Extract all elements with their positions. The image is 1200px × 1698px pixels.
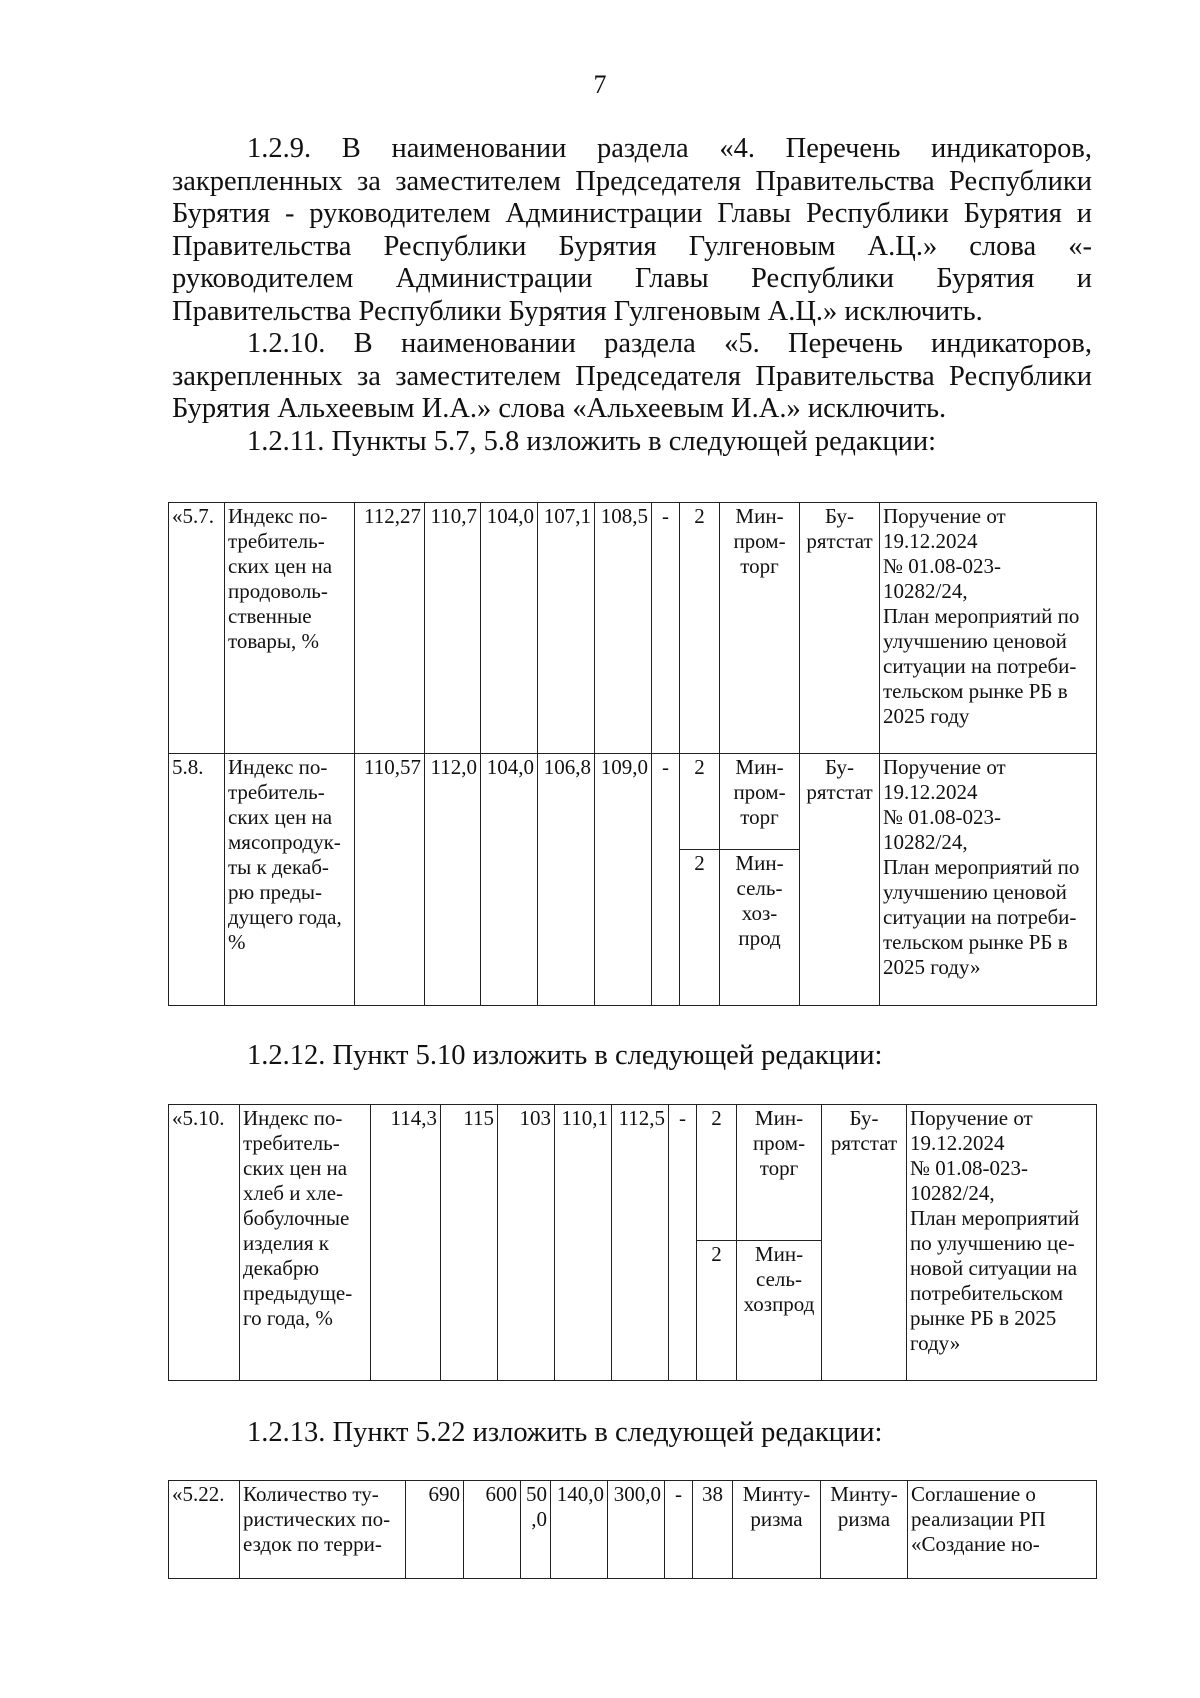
value-cell: 108,5	[595, 503, 652, 754]
weight-cell: 2	[680, 503, 720, 754]
source-cell: Бу- рятстат	[822, 1105, 907, 1381]
page-number: 7	[593, 70, 607, 99]
item-number: «5.7.	[169, 503, 225, 754]
table-row	[169, 1481, 1097, 1579]
value-cell: 109,0	[595, 754, 652, 1006]
basis-cell: Соглашение о реализации РП «Создание но-	[908, 1481, 1097, 1579]
value-cell: 112,5	[612, 1105, 669, 1381]
basis-cell: Поручение от 19.12.2024 № 01.08-023- 10282/24, План мероприятий по улучшению це- новой ситуации на потребительском рынке РБ в 2025 году»	[907, 1105, 1097, 1381]
responsible-cell: Мин- сель- хоз- прод	[720, 850, 800, 1006]
paragraph-1-2-11: 1.2.11. Пункты 5.7, 5.8 изложить в следующей редакции:	[247, 426, 937, 457]
value-cell: 110,7	[425, 503, 481, 754]
value-cell: 103	[498, 1105, 555, 1381]
responsible-cell: Минту- ризма	[733, 1481, 821, 1579]
value-cell: 110,57	[355, 754, 425, 1006]
table-row	[169, 754, 1097, 850]
weight-cell: 2	[680, 754, 720, 850]
value-cell: 115	[441, 1105, 498, 1381]
paragraph-1-2-13: 1.2.13. Пункт 5.22 изложить в следующей редакции:	[247, 1417, 883, 1448]
weight-cell: 2	[680, 850, 720, 1006]
value-cell: 104,0	[481, 754, 538, 1006]
responsible-cell: Мин- пром- торг	[720, 503, 800, 754]
weight-cell: 2	[697, 1105, 737, 1241]
value-cell: 112,0	[425, 754, 481, 1006]
dash-cell: -	[652, 503, 680, 754]
item-number: «5.22.	[169, 1481, 240, 1579]
table-row	[169, 1105, 1097, 1241]
source-cell: Бу- рятстат	[800, 503, 880, 754]
indicator-name: Количество ту- ристических по- ездок по терри-	[240, 1481, 406, 1579]
value-cell: 140,0	[551, 1481, 608, 1579]
indicator-name: Индекс по- требитель- ских цен на мясопродук- ты к декаб- рю преды- дущего года, %	[225, 754, 355, 1006]
indicator-name: Индекс по- требитель- ских цен на продоволь- ственные товары, %	[225, 503, 355, 754]
table-row	[169, 503, 1097, 754]
indicators-table-5-10	[168, 1104, 1097, 1381]
indicator-name: Индекс по- требитель- ских цен на хлеб и хле- бобулочные изделия к декабрю предыдуще- го года, %	[240, 1105, 371, 1381]
value-cell: 600	[464, 1481, 521, 1579]
value-cell: 50,0	[521, 1481, 551, 1579]
value-cell: 107,1	[538, 503, 595, 754]
paragraph-1-2-10: 1.2.10. В наименовании раздела «5. Перечень индикаторов, закрепленных за заместителем Председателя Правительства Республики Бурятия Альхеевым И.А.» слова «Альхеевым И.А.» исключить.	[172, 328, 1092, 424]
weight-cell: 38	[693, 1481, 733, 1579]
paragraph-1-2-12: 1.2.12. Пункт 5.10 изложить в следующей редакции:	[247, 1040, 883, 1071]
value-cell: 104,0	[481, 503, 538, 754]
basis-cell: Поручение от 19.12.2024 № 01.08-023- 10282/24, План мероприятий по улучшению ценовой ситуации на потреби- тельском рынке РБ в 2025 году»	[880, 754, 1097, 1006]
value-cell: 690	[406, 1481, 464, 1579]
value-cell: 112,27	[355, 503, 425, 754]
dash-cell: -	[669, 1105, 697, 1381]
responsible-cell: Мин- пром- торг	[720, 754, 800, 850]
item-number: 5.8.	[169, 754, 225, 1006]
value-cell: 300,0	[608, 1481, 665, 1579]
paragraph-1-2-9: 1.2.9. В наименовании раздела «4. Перечень индикаторов, закрепленных за заместителем Председателя Правительства Республики Бурятия - руководителем Администрации Главы Республики Бурятия и Правительства Республики Бурятия Гулгеновым А.Ц.» слова «- руководителем Администрации Главы Республики Бурятия и Правительства Республики Бурятия Гулгеновым А.Ц.» исключить.	[172, 133, 1092, 327]
value-cell: 110,1	[555, 1105, 612, 1381]
dash-cell: -	[665, 1481, 693, 1579]
source-cell: Бу- рятстат	[800, 754, 880, 1006]
responsible-cell: Мин- сель- хозпрод	[737, 1241, 822, 1381]
basis-cell: Поручение от 19.12.2024 № 01.08-023- 10282/24, План мероприятий по улучшению ценовой ситуации на потреби- тельском рынке РБ в 2025 году	[880, 503, 1097, 754]
item-number: «5.10.	[169, 1105, 240, 1381]
value-cell: 114,3	[371, 1105, 441, 1381]
responsible-cell: Мин- пром- торг	[737, 1105, 822, 1241]
source-cell: Минту- ризма	[821, 1481, 908, 1579]
weight-cell: 2	[697, 1241, 737, 1381]
indicators-table-5-22	[168, 1480, 1097, 1579]
indicators-table-5-7-5-8	[168, 502, 1097, 1006]
dash-cell: -	[652, 754, 680, 1006]
value-cell: 106,8	[538, 754, 595, 1006]
